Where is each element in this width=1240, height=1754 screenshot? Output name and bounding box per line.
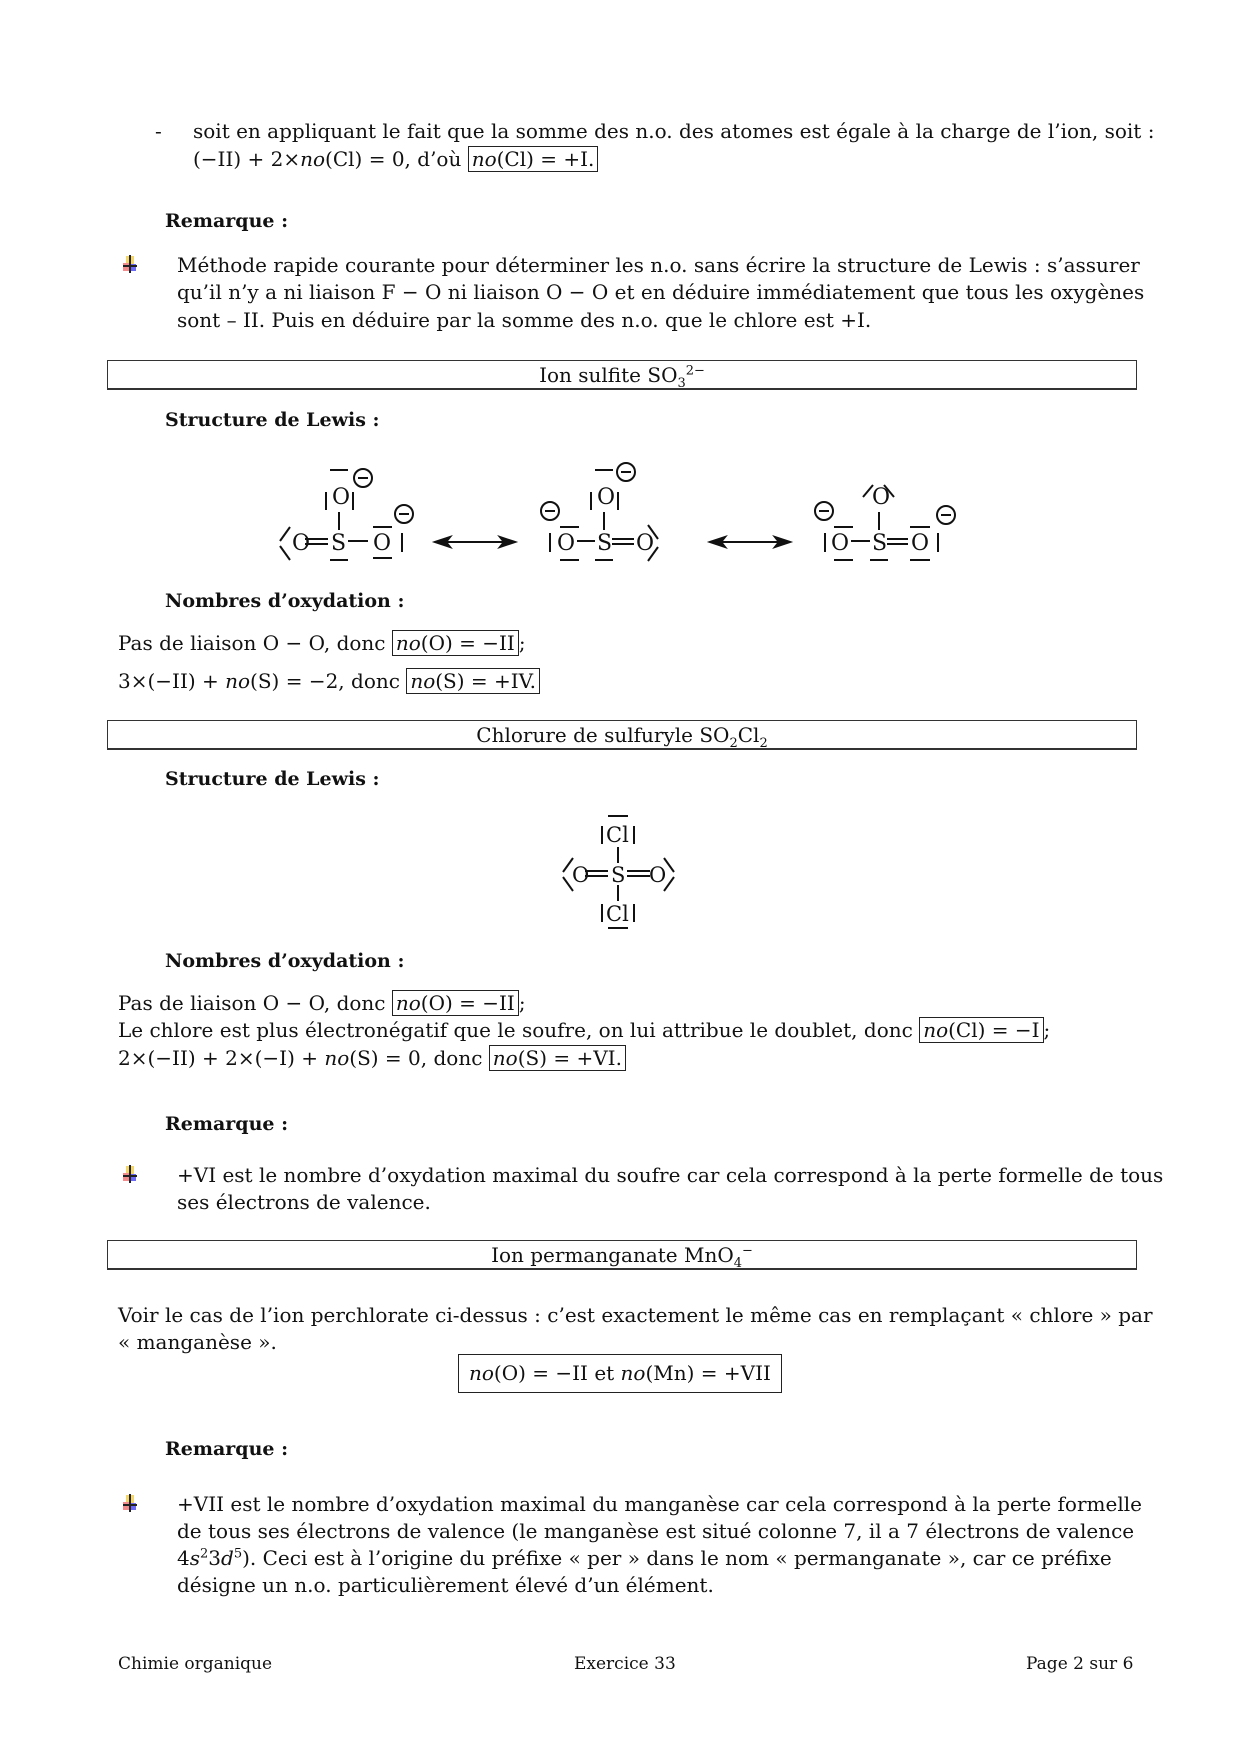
svg-text:Cl: Cl [606,902,629,926]
sulfite-ox-line-2 [118,668,540,695]
intro-line-1: soit en appliquant le fait que la somme des n.o. des atomes est égale à la charge de l’ion, soit : [193,119,1155,143]
intro-text: (−II) + 2× [193,147,301,171]
svg-text:O: O [911,531,930,556]
footer-left: Chimie organique [118,1654,273,1674]
remark-line: +VII est le nombre d’oxydation maximal du manganèse car cela correspond à la perte formelle [177,1492,1142,1516]
result-value: (O) = −II et [493,1361,621,1385]
bullet-icon [122,1165,138,1183]
remark-line: de tous ses électrons de valence (le manganèse est situé colonne 7, il a 7 électrons de valence [177,1519,1135,1543]
sulfite-ox-line-1 [118,630,526,657]
no-label: no [469,1361,494,1385]
no-label: no [300,147,326,171]
text: 3 [208,1546,222,1570]
superscript: 5 [233,1546,243,1562]
remark-line: désigne un n.o. particulièrement élevé d’un élément. [177,1573,714,1597]
intro-text: (Cl) = 0, d’où [325,147,468,171]
no-label: no [471,147,497,171]
remark-title: Remarque : [165,1113,289,1135]
section-header-permanganate [107,1240,1137,1270]
text: 2×(−II) + 2×(−I) + [118,1046,325,1070]
subscript: 4 [733,1256,743,1271]
intro-line-2 [193,146,598,173]
lewis-title: Structure de Lewis : [165,768,380,790]
no-label: no [225,669,251,693]
text: ; [518,991,526,1015]
svg-text:O: O [597,485,616,510]
no-label: no [395,991,421,1015]
result-box-o [392,990,519,1016]
result-value: (Mn) = +VII [645,1361,771,1385]
result-value: (Cl) = +I. [496,147,595,171]
superscript: 2− [685,363,705,379]
text: 4 [177,1546,190,1570]
no-label: no [395,631,421,655]
section-title: Ion sulfite SO [539,363,678,387]
result-value: (S) = +IV. [435,669,536,693]
no-label: no [923,1018,949,1042]
sulfuryl-lewis-structure [555,800,705,930]
svg-text:O: O [636,531,655,556]
text: Le chlore est plus électronégatif que le soufre, on lui attribue le doublet, donc [118,1018,920,1042]
text: (S) = 0, donc [349,1046,489,1070]
text: s [189,1546,200,1570]
bullet-icon [122,1494,138,1512]
superscript: − [742,1243,753,1259]
remark-line: sont – II. Puis en déduire par la somme des n.o. que le chlore est +I. [177,308,872,332]
svg-text:Cl: Cl [606,823,629,847]
remark-line [177,1545,1112,1572]
oxidation-title: Nombres d’oxydation : [165,950,405,972]
subscript: 2 [759,736,768,751]
svg-text:S: S [597,531,613,556]
subscript: 3 [677,376,686,391]
text: ; [1043,1018,1051,1042]
svg-text:S: S [331,531,347,556]
remark-line: ses électrons de valence. [177,1190,431,1214]
oxidation-title: Nombres d’oxydation : [165,590,405,612]
section-header-sulfite [107,360,1137,390]
bullet-icon [122,255,138,273]
section-title: Cl [737,723,760,747]
sulfuryl-ox-line-2 [118,1017,1050,1044]
svg-text:O: O [872,485,891,510]
sulfuryl-ox-line-1 [118,990,526,1017]
permanganate-line-1: Voir le cas de l’ion perchlorate ci-dessus : c’est exactement le même cas en remplaçant « chlore » par [118,1303,1153,1327]
no-label: no [620,1361,646,1385]
footer-right: Page 2 sur 6 [1026,1654,1134,1674]
sulfite-lewis-structures [260,455,980,570]
no-label: no [410,669,436,693]
footer-center: Exercice 33 [574,1654,676,1674]
atom-o: O [332,485,351,510]
no-label: no [492,1046,518,1070]
permanganate-result-box [458,1354,782,1393]
svg-text:S: S [611,863,626,887]
result-box-cl [919,1017,1043,1043]
result-value: (O) = −II [420,991,515,1015]
text: Pas de liaison O − O, donc [118,631,392,655]
text: d [221,1546,234,1570]
section-title: Chlorure de sulfuryle SO [476,723,730,747]
remark-line: Méthode rapide courante pour déterminer les n.o. sans écrire la structure de Lewis : s’assurer [177,253,1140,277]
remark-line: qu’il n’y a ni liaison F − O ni liaison O − O et en déduire immédiatement que tous les oxygènes [177,280,1145,304]
subscript: 2 [729,736,738,751]
section-header-sulfuryl [107,720,1137,750]
svg-text:O: O [649,863,667,887]
sulfuryl-ox-line-3 [118,1045,626,1072]
result-box-s [406,668,540,694]
result-value: (S) = +VI. [517,1046,622,1070]
svg-text:S: S [872,531,888,556]
list-dash: - [155,119,162,143]
result-value: (Cl) = −I [948,1018,1040,1042]
svg-text:O: O [831,531,850,556]
superscript: 2 [200,1546,209,1562]
lewis-title: Structure de Lewis : [165,409,380,431]
svg-text:O: O [373,531,392,556]
result-box-s [489,1045,626,1071]
text: 3×(−II) + [118,669,226,693]
text: Pas de liaison O − O, donc [118,991,392,1015]
remark-title: Remarque : [165,1438,289,1460]
permanganate-line-2: « manganèse ». [118,1330,277,1354]
svg-text:O: O [292,531,311,556]
result-value: (O) = −II [420,631,515,655]
remark-title: Remarque : [165,210,289,232]
svg-text:O: O [557,531,576,556]
text: (S) = −2, donc [250,669,407,693]
text: ). Ceci est à l’origine du préfixe « per » dans le nom « permanganate », car ce préfixe [242,1546,1112,1570]
result-box-cl [468,146,599,172]
no-label: no [324,1046,350,1070]
svg-text:O: O [572,863,590,887]
section-title: Ion permanganate MnO [491,1243,734,1267]
result-box-o [392,630,519,656]
text: ; [518,631,526,655]
remark-line: +VI est le nombre d’oxydation maximal du soufre car cela correspond à la perte formelle de tous [177,1163,1164,1187]
